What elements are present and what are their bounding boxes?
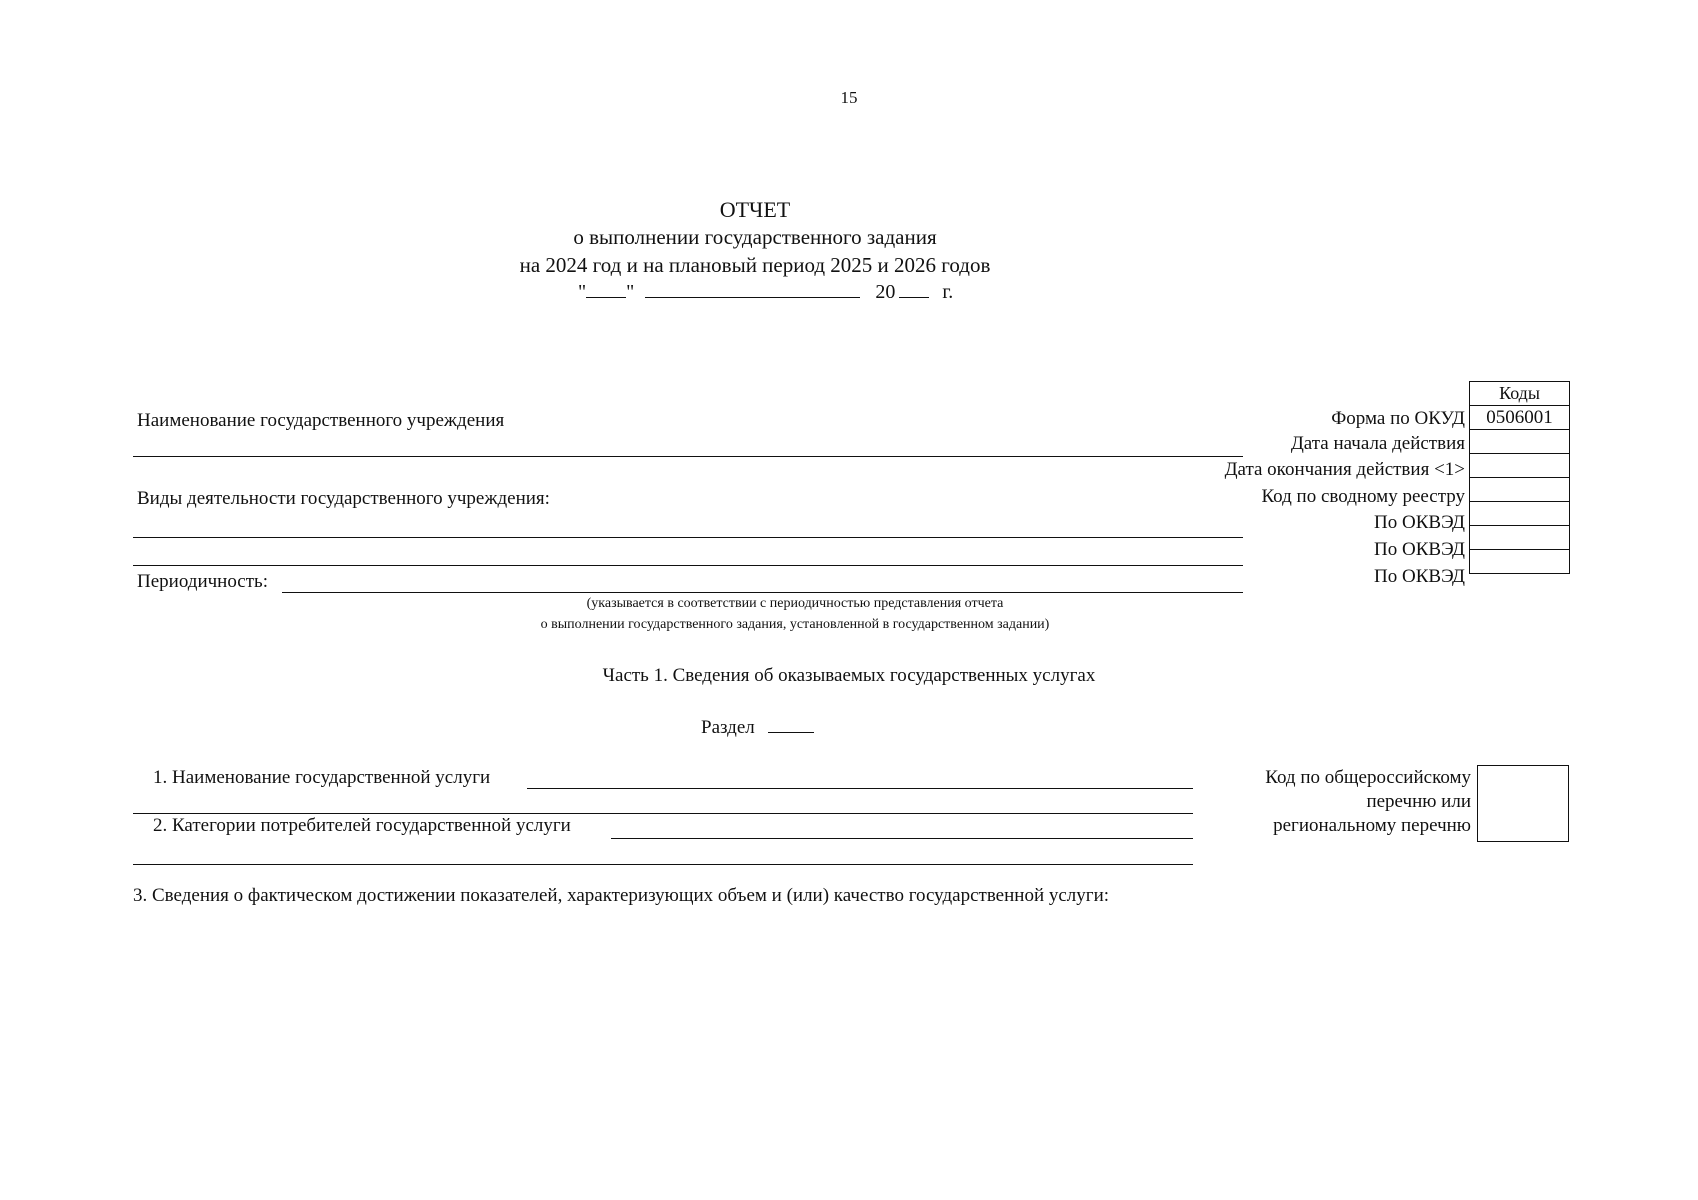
service-name-line[interactable] — [527, 788, 1193, 789]
service-name-label: 1. Наименование государственной услуги — [153, 767, 491, 788]
section-line — [701, 717, 814, 739]
code-label-okved-3: По ОКВЭД — [1374, 566, 1465, 587]
registry-code-box[interactable] — [1477, 765, 1569, 842]
report-title: ОТЧЕТ — [719, 197, 791, 222]
date-year-suffix: г. — [942, 281, 954, 303]
code-value-registry[interactable] — [1470, 478, 1570, 502]
consumer-categories-line-2[interactable] — [133, 864, 1193, 865]
periodicity-line[interactable] — [282, 592, 1243, 593]
registry-code-label-1: Код по общероссийскому — [1265, 767, 1471, 788]
indicators-label: 3. Сведения о фактическом достижении показателей, характеризующих объем и (или) качество государственной услуги: — [133, 885, 1110, 906]
section-number-blank[interactable] — [768, 732, 814, 733]
code-label-end-date: Дата окончания действия <1> — [1224, 459, 1465, 480]
code-label-registry: Код по сводному реестру — [1261, 486, 1465, 507]
institution-name-label: Наименование государственного учреждения — [137, 410, 505, 431]
activity-types-line-2[interactable] — [133, 565, 1243, 566]
consumer-categories-line[interactable] — [611, 838, 1193, 839]
activity-types-label: Виды деятельности государственного учреждения: — [137, 488, 550, 509]
date-line — [578, 281, 953, 304]
periodicity-note-2: о выполнении государственного задания, установленной в государственном задании) — [540, 617, 1050, 632]
part1-heading: Часть 1. Сведения об оказываемых государственных услугах — [602, 665, 1096, 686]
section-label: Раздел — [701, 717, 755, 738]
code-value-end-date[interactable] — [1470, 454, 1570, 478]
date-month-blank[interactable] — [645, 297, 860, 298]
code-label-start-date: Дата начала действия — [1290, 433, 1465, 454]
code-value-okud[interactable]: 0506001 — [1470, 406, 1570, 430]
date-quote-open: " — [578, 281, 587, 303]
institution-name-line[interactable] — [133, 456, 1243, 457]
report-subtitle-1: о выполнении государственного задания — [573, 225, 937, 249]
code-value-okved-1[interactable] — [1470, 502, 1570, 526]
date-quote-close: " — [626, 281, 635, 303]
code-label-okved-1: По ОКВЭД — [1374, 512, 1465, 533]
registry-code-label-2: перечню или — [1366, 791, 1471, 812]
codes-header: Коды — [1470, 382, 1570, 406]
periodicity-note-1: (указывается в соответствии с периодичностью представления отчета — [586, 596, 1004, 611]
service-name-line-2[interactable] — [133, 813, 1193, 814]
codes-table — [1469, 381, 1570, 574]
activity-types-line-1[interactable] — [133, 537, 1243, 538]
page-number: 15 — [840, 88, 858, 107]
periodicity-label: Периодичность: — [137, 571, 268, 592]
date-day-blank[interactable] — [586, 297, 626, 298]
code-label-okud: Форма по ОКУД — [1331, 408, 1465, 429]
code-value-start-date[interactable] — [1470, 430, 1570, 454]
code-value-okved-2[interactable] — [1470, 526, 1570, 550]
consumer-categories-label: 2. Категории потребителей государственной услуги — [153, 815, 571, 836]
code-value-okved-3[interactable] — [1470, 550, 1570, 574]
code-label-okved-2: По ОКВЭД — [1374, 539, 1465, 560]
date-year-blank[interactable] — [899, 297, 929, 298]
registry-code-label-3: региональному перечню — [1273, 815, 1471, 836]
date-year-prefix: 20 — [875, 281, 896, 303]
report-subtitle-2: на 2024 год и на плановый период 2025 и 2026 годов — [519, 253, 991, 277]
